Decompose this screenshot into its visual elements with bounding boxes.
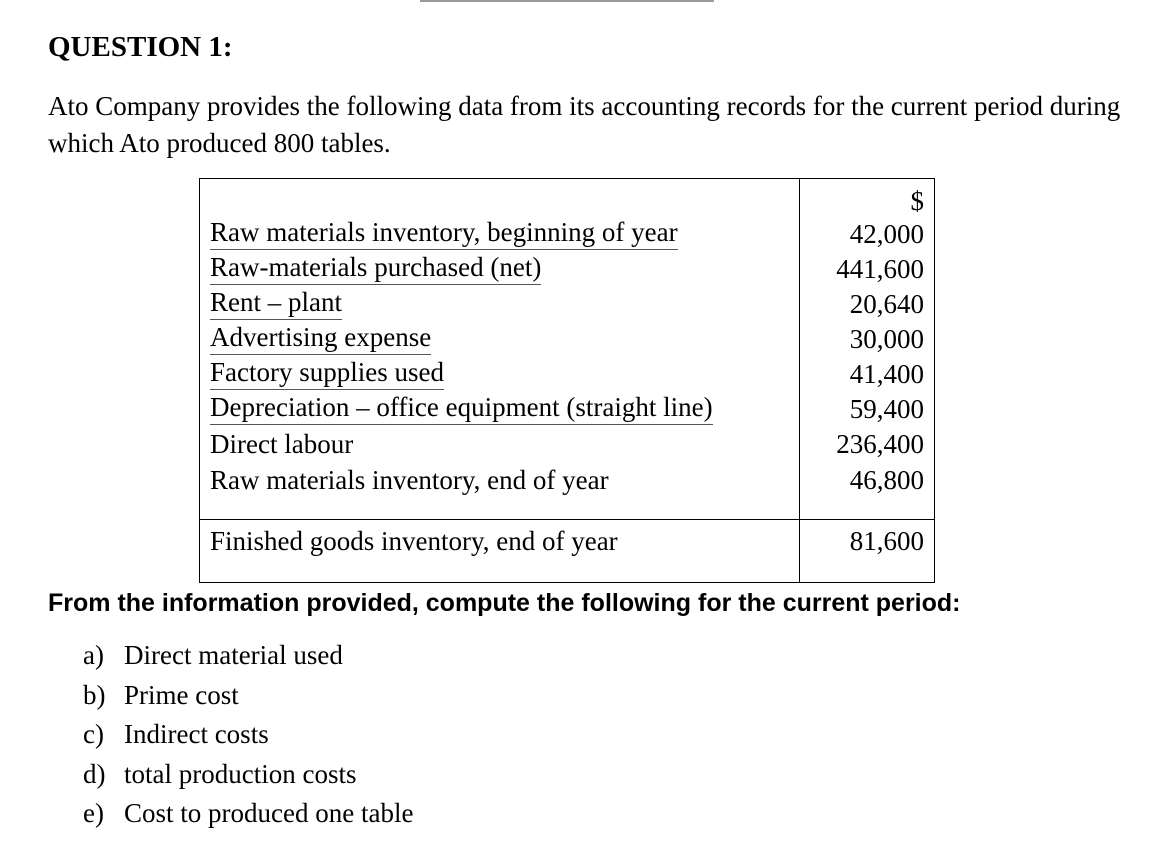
row-value: 20,640 <box>849 289 924 319</box>
table-row <box>200 391 934 427</box>
table-row-divider <box>200 519 934 520</box>
task-list <box>83 636 413 834</box>
row-label: Rent – plant <box>210 286 342 320</box>
row-value: 41,400 <box>849 359 924 389</box>
task-text: total production costs <box>124 758 357 789</box>
instruction-text: From the information provided, compute the following for the current period: <box>48 589 961 617</box>
task-text: Direct material used <box>124 640 343 670</box>
task-text: Prime cost <box>124 679 239 710</box>
row-value: 59,400 <box>849 394 924 424</box>
row-label: Advertising expense <box>210 321 431 355</box>
row-value: 81,600 <box>849 526 924 556</box>
task-text: Indirect costs <box>124 719 269 749</box>
list-item <box>83 755 413 795</box>
row-value: 42,000 <box>849 219 924 249</box>
list-item <box>83 636 413 676</box>
task-letter: d) <box>83 758 106 789</box>
row-label: Raw materials inventory, end of year <box>210 465 609 495</box>
row-value: 30,000 <box>849 324 924 354</box>
row-label: Direct labour <box>210 429 354 459</box>
task-letter: e) <box>83 798 104 828</box>
question-intro: Ato Company provides the following data from its accounting records for the current period during which Ato produced 800 tables. <box>48 91 1121 158</box>
task-letter: a) <box>83 640 104 670</box>
top-divider-line <box>420 0 714 2</box>
table-row <box>200 426 934 462</box>
task-text: Cost to produced one table <box>124 798 414 828</box>
task-letter: b) <box>83 679 106 710</box>
row-value: 441,600 <box>836 254 924 284</box>
question-title: QUESTION 1: <box>48 31 233 63</box>
table-row <box>200 251 934 287</box>
accounting-data-table <box>199 178 935 583</box>
row-label: Factory supplies used <box>210 356 444 390</box>
list-item <box>83 794 413 834</box>
row-label: Raw materials inventory, beginning of year <box>210 216 678 250</box>
table-row <box>200 321 934 357</box>
table-row <box>200 523 934 559</box>
table-row <box>200 356 934 392</box>
list-item <box>83 715 413 755</box>
row-value: 236,400 <box>836 429 924 459</box>
row-label: Raw-materials purchased (net) <box>210 251 541 285</box>
table-row <box>200 462 934 498</box>
table-row <box>200 216 934 252</box>
row-value: 46,800 <box>849 465 924 495</box>
currency-header: $ <box>910 186 924 216</box>
list-item <box>83 676 413 716</box>
task-letter: c) <box>83 719 104 749</box>
row-label: Depreciation – office equipment (straight line) <box>210 391 713 425</box>
row-label: Finished goods inventory, end of year <box>210 526 618 556</box>
table-row <box>200 286 934 322</box>
